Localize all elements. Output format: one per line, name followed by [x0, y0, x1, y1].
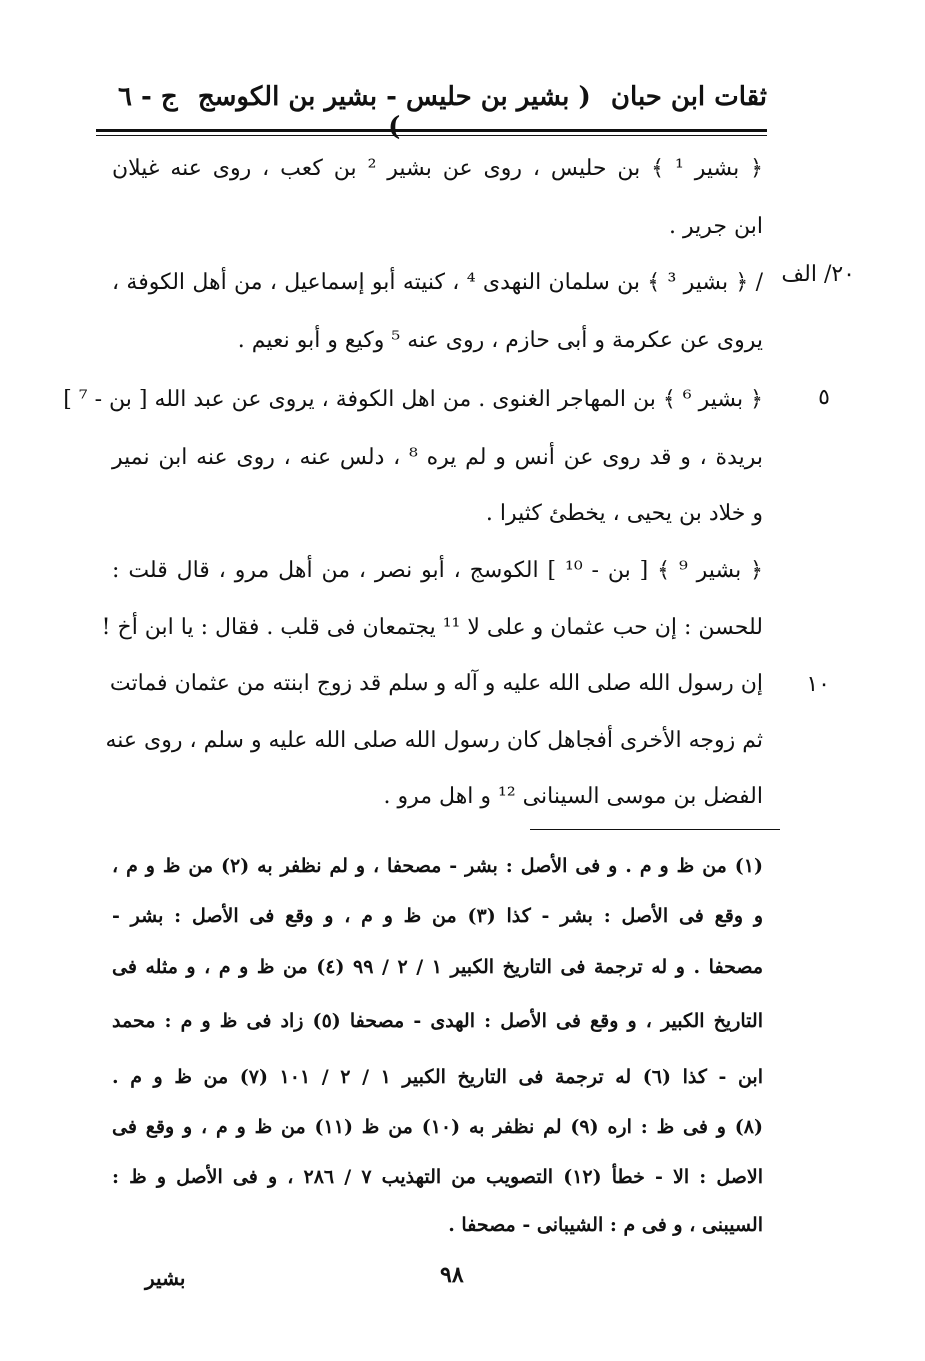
line-number-10: ١٠	[806, 672, 830, 697]
body-line: إن رسول الله صلى الله عليه و آله و سلم قد زوج ابنته من عثمان فماتت	[109, 671, 763, 696]
body-line: ﴿ بشير ⁶ ﴾ بن المهاجر الغنوى . من اهل الكوفة ، يروى عن عبد الله [ بن - ⁷ ]	[63, 387, 763, 412]
book-title: ثقات ابن حبان	[610, 82, 767, 112]
footnote-line: الاصل : الا - خطأ (١٢) التصويب من التهذيب ٧ / ٢٨٦ ، و فى الأصل و ظ :	[112, 1166, 764, 1188]
running-header	[118, 82, 767, 142]
body-line: ثم زوجه الأخرى أفجاهل كان رسول الله صلى الله عليه و سلم ، روى عنه	[105, 728, 763, 753]
footnote-line: السيبنى ، و فى م : الشيبانى - مصحفا .	[448, 1214, 763, 1236]
body-line: / ﴿ بشير ³ ﴾ بن سلمان النهدى ⁴ ، كنيته أبو إسماعيل ، من أهل الكوفة ،	[112, 270, 764, 295]
footnote-line: مصحفا . و له ترجمة فى التاريخ الكبير ١ / ٢ / ٩٩ (٤) من ظ و م ، و مثله فى	[112, 956, 763, 978]
folio-marker: ٢٠/ الف	[781, 262, 855, 287]
page-number: ٩٨	[440, 1262, 464, 1288]
footnote-line: التاريخ الكبير ، و وقع فى الأصل : الهدى - مصحفا (٥) زاد فى ظ و م : محمد	[112, 1010, 763, 1032]
body-line: ابن جرير .	[669, 214, 763, 239]
body-line: ﴿ بشير ¹ ﴾ بن حليس ، روى عن بشير ² بن كعب ، روى عنه غيلان	[112, 156, 764, 181]
header-rule-thick	[96, 129, 767, 132]
body-line: للحسن : إن حب عثمان و على لا ¹¹ يجتمعان فى قلب . فقال : يا ابن أخ !	[101, 615, 763, 640]
body-line: ﴿ بشير ⁹ ﴾ [ بن - ¹⁰ ] الكوسج ، أبو نصر ، من أهل مرو ، قال قلت :	[112, 558, 763, 583]
header-rule-thin	[96, 135, 767, 136]
footnote-line: (٨) و فى ظ : اره (٩) لم نظفر به (١٠) من ظ (١١) من ظ و م ، و وقع فى	[112, 1116, 763, 1138]
entry-range: ( بشير بن حليس - بشير بن الكوسج )	[197, 82, 591, 142]
body-line: و خلاد بن يحيى ، يخطئ كثيرا .	[485, 501, 763, 526]
body-line: بريدة ، و قد روى عن أنس و لم يره ⁸ ، دلس عنه ، روى عنه ابن نمير	[112, 445, 763, 470]
body-line: يروى عن عكرمة و أبى حازم ، روى عنه ⁵ وكيع و أبو نعيم .	[237, 328, 763, 353]
body-line: الفضل بن موسى السينانى ¹² و اهل مرو .	[383, 784, 763, 809]
catchword: بشير	[145, 1266, 186, 1290]
footnote-separator	[530, 829, 780, 830]
line-number-5: ٥	[818, 385, 830, 410]
footnote-line: و وقع فى الأصل : بشر - كذا (٣) من ظ و م ، و وقع فى الأصل : بشر -	[112, 905, 764, 927]
footnote-line: (١) من ظ و م . و فى الأصل : بشر - مصحفا ، و لم نظفر به (٢) من ظ و م ،	[112, 855, 763, 877]
volume-number: ج - ٦	[118, 82, 178, 112]
footnote-line: ابن - كذا (٦) له ترجمة فى التاريخ الكبير ١ / ٢ / ١٠١ (٧) من ظ و م .	[112, 1066, 763, 1088]
